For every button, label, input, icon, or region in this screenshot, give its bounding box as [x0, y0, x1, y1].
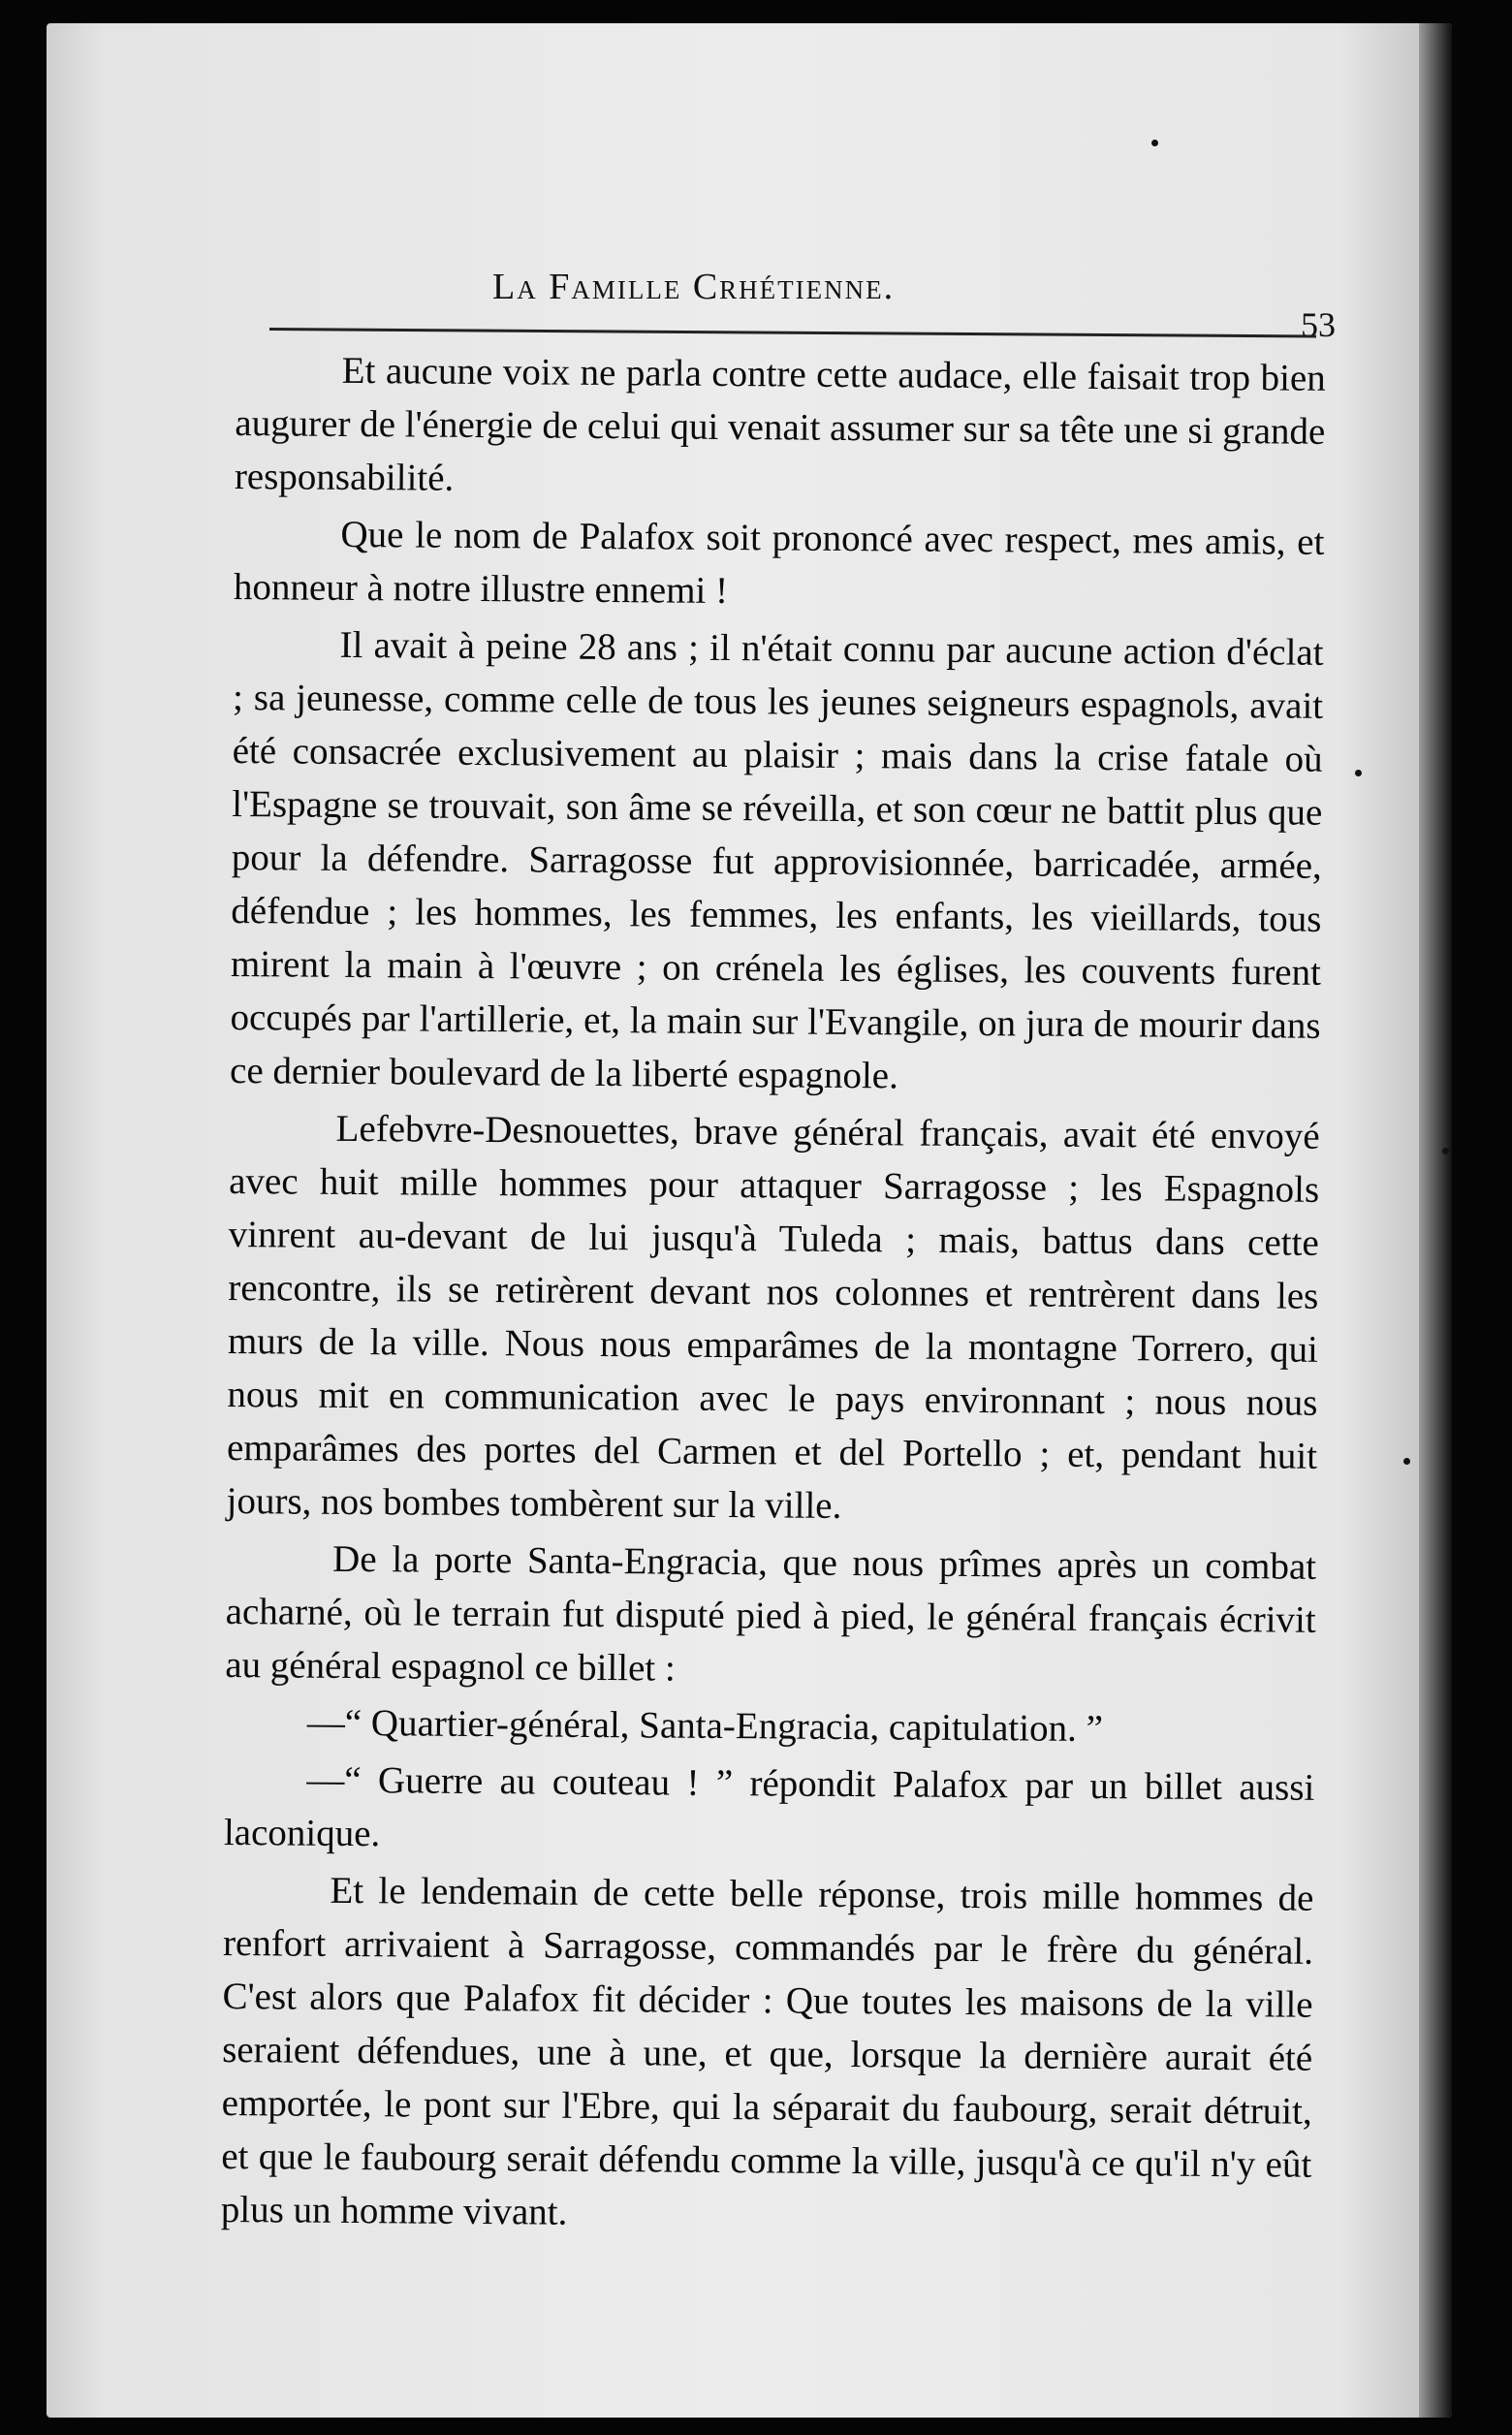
dialogue-line: —“ Quartier-général, Santa-Engracia, capitulation. ”: [306, 1701, 1104, 1751]
ink-speck: [1442, 1148, 1449, 1154]
paragraph: Lefebvre-Desnouettes, brave général français, avait été envoyé avec huit mille hommes pour attaquer Sarragosse ; les Espagnols vinrent au-devant de lui jusqu'à Tuleda ; mais, battus dans cette rencontre, ils se retirèrent devant nos colonnes et rentrèrent dans les murs de la ville. Nous nous emparâmes de la montagne Torrero, qui nous mit en communication avec le pays environnant ; nous nous emparâmes des portes del Carmen et del Portello ; et, pendant huit jours, nos bombes tombèrent sur la ville.: [226, 1107, 1320, 1527]
page-header: [250, 246, 1336, 344]
ink-speck: [1355, 770, 1362, 776]
ink-speck: [1151, 140, 1158, 146]
paragraph: Que le nom de Palafox soit prononcé avec respect, mes amis, et honneur à notre illustre ennemi !: [233, 513, 1325, 612]
page-number: 53: [1301, 305, 1336, 344]
book-page: [47, 23, 1452, 2418]
body-text: [221, 343, 1326, 2249]
paragraph: De la porte Santa-Engracia, que nous prîmes après un combat acharné, où le terrain fut disputé pied à pied, le général français écrivit au général espagnol ce billet :: [225, 1537, 1317, 1690]
page-edge-shadow: [1419, 23, 1452, 2418]
header-rule: [269, 328, 1316, 338]
ink-speck: [1403, 1458, 1410, 1465]
running-title: La Famille Crhétienne.: [492, 267, 896, 307]
paragraph: Et aucune voix ne parla contre cette audace, elle faisait trop bien augurer de l'énergie de celui qui venait assumer sur sa tête une si grande responsabilité.: [234, 349, 1326, 499]
dialogue-line: —“ Guerre au couteau ! ” répondit Palafox par un billet aussi laconique.: [223, 1758, 1315, 1855]
paragraph: Et le lendemain de cette belle réponse, trois mille hommes de renfort arrivaient à Sarragosse, commandés par le frère du général. C'est alors que Palafox fit décider : Que toutes les maisons de la ville seraient défendues, une à une, et que, lorsque la dernière aurait été emportée, le pont sur l'Ebre, qui la séparait du faubourg, serait détruit, et que le faubourg serait défendu comme la ville, jusqu'à ce qu'il n'y eût plus un homme vivant.: [220, 1869, 1314, 2233]
paragraph: Il avait à peine 28 ans ; il n'était connu par aucune action d'éclat ; sa jeunesse, comme celle de tous les jeunes seigneurs espagnols, avait été consacrée exclusivement au plaisir ; mais dans la crise fatale où l'Espagne se trouvait, son âme se réveilla, et son cœur ne battit plus que pour la défendre. Sarragosse fut approvisionnée, barricadée, armée, défendue ; les hommes, les femmes, les enfants, les vieillards, tous mirent la main à l'œuvre ; on crénela les églises, les couvents furent occupés par l'artillerie, et, la main sur l'Evangile, on jura de mourir dans ce dernier boulevard de la liberté espagnole.: [229, 623, 1324, 1097]
